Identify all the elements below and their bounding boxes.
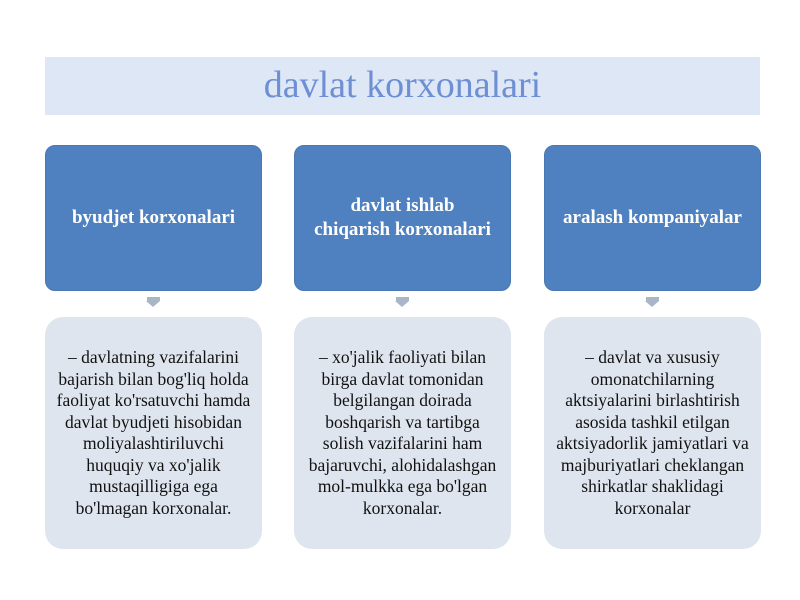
description-text: – davlatning vazifalarini bajarish bilan bog'liq holda faoliyat ko'rsatuvchi hamda davlat byudjeti hisobidan moliyalashtiriluvchi huquqiy va xo'jalik mustaqilligiga ega bo'lmagan korxonalar. <box>56 347 251 518</box>
column-byudjet <box>45 145 262 518</box>
heading-label: aralash kompaniyalar <box>563 207 742 228</box>
title-banner <box>45 57 760 115</box>
heading-label: byudjet korxonalari <box>71 207 236 228</box>
heading-label: davlat ishlab chiqarish korxonalari <box>314 195 491 240</box>
down-arrow-icon <box>45 291 262 313</box>
column-aralash <box>544 145 761 518</box>
description-text: – davlat va xususiy omonatchilarning aktsiyalarini birlashtirish asosida tashkil etilgan aktsiyadorlik jamiyatlari va majburiyatlari cheklangan shirkatlar shaklidagi korxonalar <box>556 347 749 518</box>
description-box <box>294 317 511 549</box>
description-box <box>45 317 262 549</box>
column-ishlab-chiqarish <box>294 145 511 518</box>
description-box <box>544 317 761 549</box>
heading-box <box>544 145 761 291</box>
down-arrow-icon <box>544 291 761 313</box>
description-text: – xo'jalik faoliyati bilan birga davlat tomonidan belgilangan doirada boshqarish va tartibga solish vazifalarini ham bajaruvchi, alohidalashgan mol-mulkka ega bo'lgan korxonalar. <box>308 347 497 518</box>
heading-box <box>45 145 262 291</box>
diagram-title: davlat korxonalari <box>263 64 542 106</box>
down-arrow-icon <box>294 291 511 313</box>
heading-box <box>294 145 511 291</box>
